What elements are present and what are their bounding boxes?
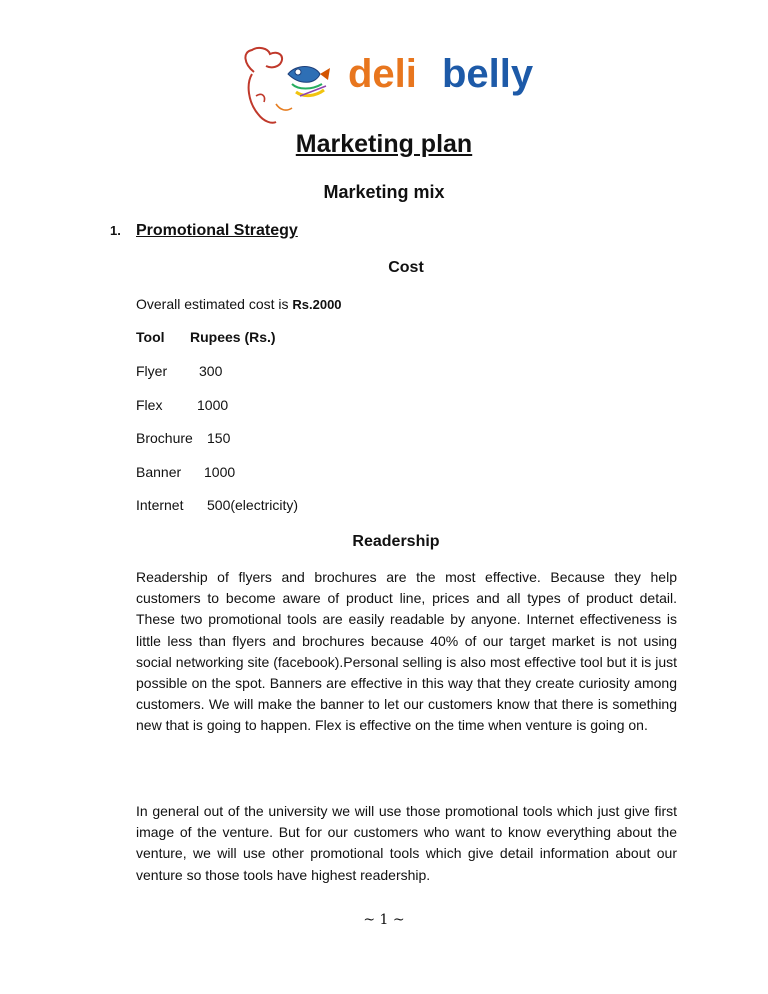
table-cell-rupees: 300 [199,363,223,379]
table-row [136,430,231,446]
overall-cost-amount: Rs.2000 [292,297,342,312]
general-paragraph: In general out of the university we will use those promotional tools which just give first image of the venture. But for our customers who want to know everything about the venture, we will use other promotional tools which give detail information about our venture so those tools have highest readership. [136,803,677,883]
section-heading [110,222,298,240]
section-number: 1. [110,223,121,238]
table-row [136,363,223,379]
brand-name-belly: belly [442,52,534,96]
page-number: ~ 1 ~ [363,912,405,928]
table-cell-rupees: 1000 [197,397,229,413]
section-label: Promotional Strategy [136,222,298,239]
table-cell-tool: Flyer [136,363,168,379]
page-subtitle: Marketing mix [323,182,445,202]
deli-belly-logo [236,44,536,126]
brand-name-deli: deli [348,52,417,96]
readership-paragraph: Readership of flyers and brochures are the most effective. Because they help customers to become aware of product line, prices and all types of product detail. These two promotional tools are easily readable by anyone. Internet effectiveness is little less than flyers and brochures because 40% of our target market is not using social networking site (facebook).Personal selling is also most effective tool but it is just possible on the spot. Banners are effective in this way that they create curiosity among customers. We will make the banner to let our customers know that there is something new that is going to happen. Flex is effective on the time when venture is going on. [136,569,677,734]
readership-heading: Readership [352,533,440,550]
column-header-rupees: Rupees (Rs.) [190,329,276,345]
chef-fish-logo-icon [236,44,336,126]
cost-heading: Cost [388,259,424,276]
table-cell-rupees: 500(electricity) [207,497,299,513]
column-header-tool: Tool [136,329,165,345]
table-row [136,464,236,480]
table-cell-tool: Banner [136,464,182,480]
table-cell-tool: Brochure [136,430,193,446]
table-cell-tool: Flex [136,397,163,413]
overall-cost-line [136,296,342,312]
overall-cost-prefix: Overall estimated cost is [136,296,293,312]
table-cell-rupees: 150 [207,430,231,446]
page-title: Marketing plan [295,130,473,158]
table-cell-tool: Internet [136,497,184,513]
table-row [136,497,299,513]
table-row [136,397,229,413]
table-cell-rupees: 1000 [204,464,236,480]
